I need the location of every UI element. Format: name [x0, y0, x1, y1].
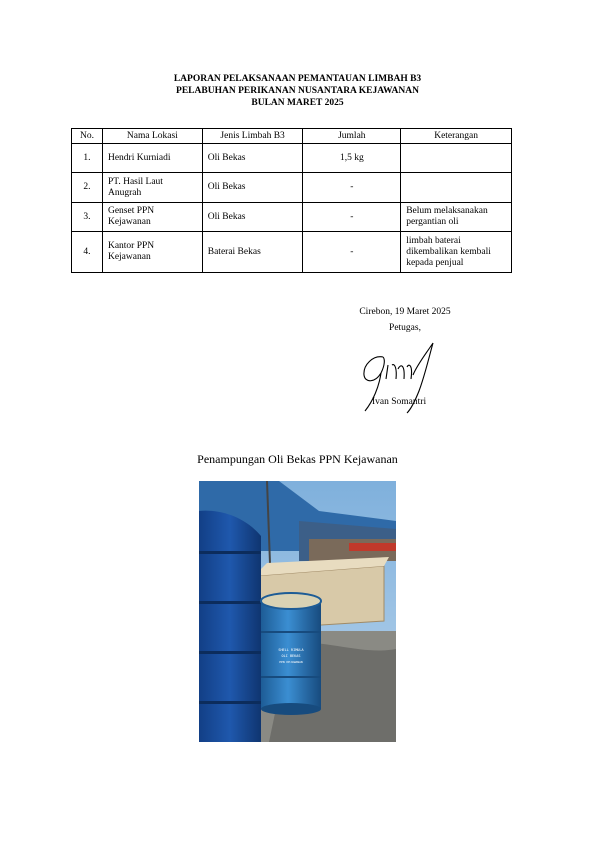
- cell-no: 1.: [72, 144, 103, 173]
- drum-label-line2: OLI BEKAS: [281, 654, 301, 658]
- header-jenis: Jenis Limbah B3: [202, 129, 303, 144]
- cell-jenis: Oli Bekas: [202, 173, 303, 203]
- cell-lokasi: Kantor PPN Kejawanan: [102, 232, 202, 273]
- cell-jumlah: -: [303, 203, 401, 232]
- table-row: [72, 144, 512, 173]
- table-row: [72, 173, 512, 203]
- waste-oil-storage-photo: [199, 481, 396, 742]
- cell-jenis: Oli Bekas: [202, 144, 303, 173]
- place-date: Cirebon, 19 Maret 2025: [359, 307, 451, 317]
- table-header-row: [72, 129, 512, 144]
- cell-no: 3.: [72, 203, 103, 232]
- signer-role: Petugas,: [389, 323, 421, 333]
- cell-keterangan: Belum melaksanakan pergantian oli: [401, 203, 512, 232]
- cell-jumlah: 1,5 kg: [303, 144, 401, 173]
- report-title: [0, 73, 595, 109]
- cell-jumlah: -: [303, 173, 401, 203]
- cell-lokasi: Genset PPN Kejawanan: [102, 203, 202, 232]
- cell-no: 2.: [72, 173, 103, 203]
- report-title-line3: BULAN MARET 2025: [251, 98, 344, 108]
- waste-report-table: [71, 128, 512, 273]
- signer-name: Ivan Somantri: [372, 397, 427, 407]
- cell-jumlah: -: [303, 232, 401, 273]
- cell-keterangan: limbah baterai dikembalikan kembali kepada penjual: [401, 232, 512, 273]
- header-lokasi: Nama Lokasi: [102, 129, 202, 144]
- cell-no: 4.: [72, 232, 103, 273]
- table-row: [72, 232, 512, 273]
- header-keterangan: Keterangan: [401, 129, 512, 144]
- photo-caption: Penampungan Oli Bekas PPN Kejawanan: [197, 452, 398, 466]
- table-row: [72, 203, 512, 232]
- cell-keterangan: [401, 144, 512, 173]
- cell-lokasi: PT. Hasil Laut Anugrah: [102, 173, 202, 203]
- report-title-line2: PELABUHAN PERIKANAN NUSANTARA KEJAWANAN: [176, 86, 419, 96]
- cell-jenis: Baterai Bekas: [202, 232, 303, 273]
- cell-jenis: Oli Bekas: [202, 203, 303, 232]
- drum-label-line1: SHELL RIMULA: [278, 648, 304, 652]
- drum-label-line3: PPN KEJAWANAN: [279, 660, 303, 664]
- report-title-line1: LAPORAN PELAKSANAAN PEMANTAUAN LIMBAH B3: [173, 74, 422, 84]
- cell-lokasi: Hendri Kurniadi: [102, 144, 202, 173]
- signature-place-date-block: [330, 304, 480, 336]
- header-no: No.: [72, 129, 103, 144]
- cell-keterangan: [401, 173, 512, 203]
- header-jumlah: Jumlah: [303, 129, 401, 144]
